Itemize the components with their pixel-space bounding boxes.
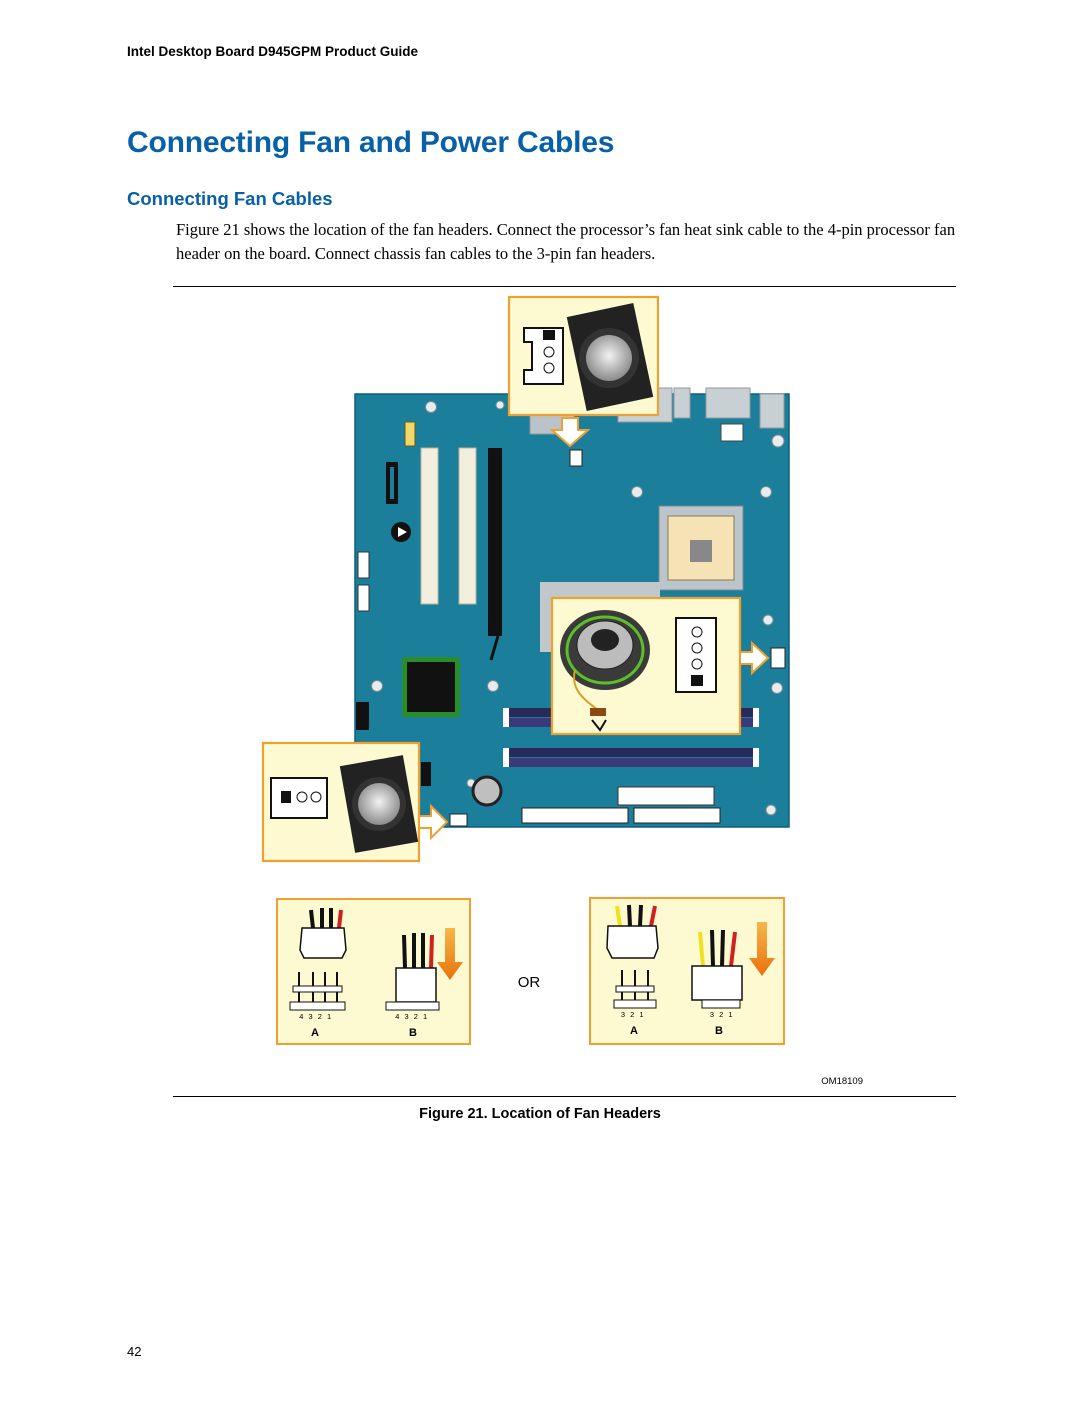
three-pin-numbers-b: 3 2 1 [709, 1010, 735, 1019]
four-pin-connector-diagram [277, 899, 470, 1044]
three-pin-numbers-a: 3 2 1 [620, 1010, 646, 1019]
three-pin-label-b: B [715, 1025, 723, 1037]
page-number: 42 [127, 1344, 142, 1359]
subsection-title: Connecting Fan Cables [127, 188, 333, 209]
running-header: Intel Desktop Board D945GPM Product Guide [127, 44, 419, 59]
callout-processor-fan [552, 598, 768, 734]
four-pin-numbers-a: 4 3 2 1 [299, 1012, 333, 1021]
four-pin-label-b: B [409, 1027, 417, 1039]
body-paragraph: Figure 21 shows the location of the fan headers. Connect the processor’s fan heat sink cable to the 4-pin processor fan header on the board. Connect chassis fan cables to the 3-pin fan headers. [176, 220, 956, 263]
or-label: OR [517, 974, 541, 991]
figure-caption: Figure 21. Location of Fan Headers [419, 1106, 661, 1122]
three-pin-label-a: A [630, 1025, 638, 1037]
four-pin-label-a: A [311, 1027, 319, 1039]
callout-front-chassis-fan [263, 743, 447, 861]
drawing-id: OM18109 [821, 1076, 863, 1087]
section-title: Connecting Fan and Power Cables [127, 126, 615, 159]
three-pin-connector-diagram [590, 898, 784, 1044]
four-pin-numbers-b: 4 3 2 1 [395, 1012, 429, 1021]
